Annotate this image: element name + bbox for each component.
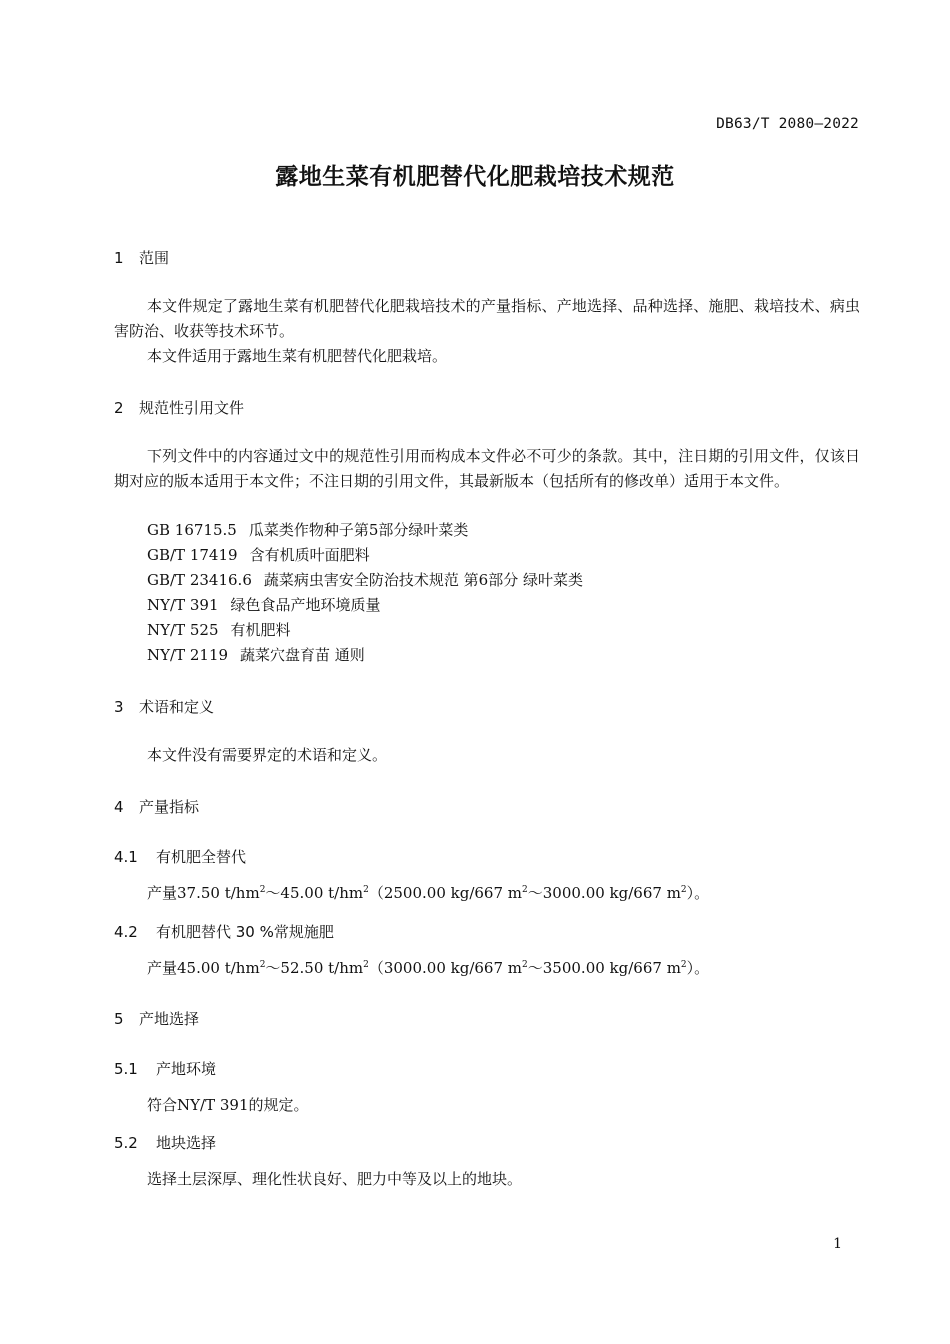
subsection-5-2-paragraph: 选择土层深厚、理化性状良好、肥力中等及以上的地块。 xyxy=(147,1170,523,1188)
section-title: 产地选择 xyxy=(139,1010,200,1028)
subsection-title: 有机肥全替代 xyxy=(156,848,247,866)
section-title: 术语和定义 xyxy=(139,698,215,716)
section-1-heading xyxy=(114,247,169,268)
section-title: 范围 xyxy=(139,249,170,267)
reference-code: GB/T 23416.6 xyxy=(147,571,252,589)
reference-code: GB/T 17419 xyxy=(147,546,238,564)
section-3-paragraph-1: 本文件没有需要界定的术语和定义。 xyxy=(147,746,388,764)
reference-item xyxy=(147,619,291,640)
subsection-5-2-heading xyxy=(114,1132,216,1153)
section-number: 2 xyxy=(114,399,124,417)
subsection-title: 有机肥替代 30 %常规施肥 xyxy=(156,923,334,941)
subsection-number: 5.1 xyxy=(114,1060,138,1078)
section-title: 产量指标 xyxy=(139,798,200,816)
reference-name: 含有机质叶面肥料 xyxy=(249,546,370,564)
yield-range-partial-replacement: 产量45.00 $t/hm^2\sim 52.50$ $t/hm^2(3000.00$ kg/667 $m^2\sim 3500.00$ kg/667 $m^2$）。 xyxy=(147,959,710,977)
reference-name: 有机肥料 xyxy=(230,621,291,639)
reference-code: NY/T 2119 xyxy=(147,646,229,664)
reference-code: GB 16715.5 xyxy=(147,521,237,539)
document-code: DB63/T 2080—2022 xyxy=(716,116,859,132)
section-5-heading xyxy=(114,1008,199,1029)
subsection-number: 4.2 xyxy=(114,923,138,941)
reference-item xyxy=(147,569,583,590)
subsection-number: 4.1 xyxy=(114,848,138,866)
subsection-number: 5.2 xyxy=(114,1134,138,1152)
section-number: 5 xyxy=(114,1010,124,1028)
reference-code: NY/T 391 xyxy=(147,596,219,614)
subsection-title: 地块选择 xyxy=(156,1134,217,1152)
document-title: 露地生菜有机肥替代化肥栽培技术规范 xyxy=(275,164,675,190)
section-number: 1 xyxy=(114,249,124,267)
subsection-4-2-heading xyxy=(114,921,334,942)
subsection-4-1-heading xyxy=(114,846,246,867)
section-number: 3 xyxy=(114,698,124,716)
reference-item xyxy=(147,544,370,565)
reference-item xyxy=(147,644,365,665)
reference-name: 绿色食品产地环境质量 xyxy=(230,596,381,614)
subsection-5-1-paragraph: 符合NY/T 391的规定。 xyxy=(147,1096,309,1114)
section-2-paragraph-1: 下列文件中的内容通过文中的规范性引用而构成本文件必不可少的条款。其中，注日期的引用文件，仅该日期对应的版本适用于本文件；不注日期的引用文件，其最新版本（包括所有的修改单）适用于本文件。 xyxy=(114,447,860,490)
reference-item xyxy=(147,519,468,540)
section-3-heading xyxy=(114,696,214,717)
section-2-heading xyxy=(114,397,244,418)
subsection-5-1-heading xyxy=(114,1058,216,1079)
reference-item xyxy=(147,594,381,615)
section-4-heading xyxy=(114,796,199,817)
section-1-paragraph-1: 本文件规定了露地生菜有机肥替代化肥栽培技术的产量指标、产地选择、品种选择、施肥、栽培技术、病虫害防治、收获等技术环节。 xyxy=(114,297,860,340)
reference-name: 蔬菜穴盘育苗 通则 xyxy=(240,646,365,664)
section-1-paragraph-2: 本文件适用于露地生菜有机肥替代化肥栽培。 xyxy=(147,347,448,365)
section-title: 规范性引用文件 xyxy=(139,399,245,417)
reference-name: 瓜菜类作物种子第5部分绿叶菜类 xyxy=(248,521,469,539)
page-number: 1 xyxy=(833,1236,842,1252)
reference-code: NY/T 525 xyxy=(147,621,219,639)
section-number: 4 xyxy=(114,798,124,816)
subsection-title: 产地环境 xyxy=(156,1060,217,1078)
reference-name: 蔬菜病虫害安全防治技术规范 第6部分 绿叶菜类 xyxy=(263,571,583,589)
yield-range-full-replacement: 产量37.50 $t/hm^2\sim 45.00$ $t/hm^2(2500.00$ kg/667 $m^2\sim 3000.00$ kg/667 $m^2$）。 xyxy=(147,884,710,902)
